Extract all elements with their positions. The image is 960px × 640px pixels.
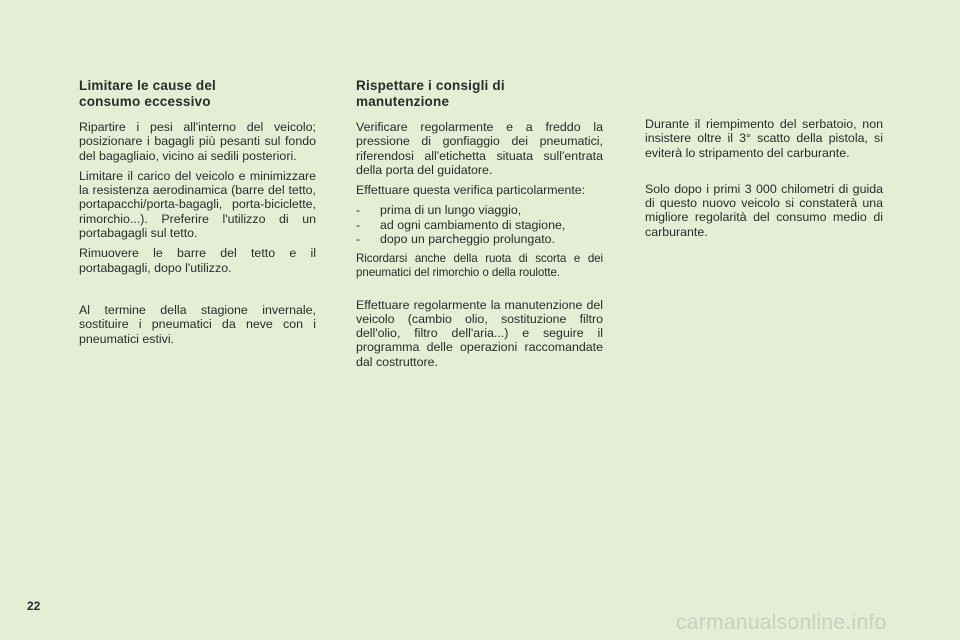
column-right	[645, 117, 883, 245]
paragraph: Effettuare regolarmente la manutenzione del veicolo (cambio olio, sostituzione filtro dell'olio, filtro dell'aria...) e seguire il programma delle operazioni raccomandate dal costruttore.	[356, 297, 603, 369]
paragraph: Effettuare questa verifica particolarmente:	[356, 183, 586, 198]
paragraph: Solo dopo i primi 3 000 chilometri di guida di questo nuovo veicolo si constaterà una migliore regolarità del consumo medio di carburante.	[645, 181, 883, 239]
list-item-text: prima di un lungo viaggio,	[380, 203, 522, 218]
paragraph: Verificare regolarmente e a freddo la pressione di gonfiaggio dei pneumatici, riferendosi all'etichetta situata sull'entrata della porta del guidatore.	[356, 120, 603, 177]
paragraph: Limitare il carico del veicolo e minimizzare la resistenza aerodinamica (barre del tetto, portapacchi/porta-bagagli, porta-biciclette, rimorchio...). Preferire l'utilizzo di un portabagagli sul tetto.	[79, 168, 316, 241]
paragraph: Durante il riempimento del serbatoio, non insistere oltre il 3° scatto della pistola, si eviterà lo stripamento del carburante.	[645, 117, 883, 160]
list-item-text: dopo un parcheggio prolungato.	[380, 232, 555, 247]
dash-bullet: -	[356, 203, 361, 218]
watermark: carmanualsonline.info	[676, 611, 887, 634]
column-left	[79, 78, 316, 352]
page-number: 22	[27, 599, 41, 613]
paragraph: Ripartire i pesi all'interno del veicolo; posizionare i bagagli più pesanti sul fondo del bagagliaio, vicino ai sedili posteriori.	[79, 120, 316, 163]
paragraph: Rimuovere le barre del tetto e il portabagagli, dopo l'utilizzo.	[79, 246, 316, 275]
list-item	[356, 232, 603, 246]
bullet-list	[356, 203, 603, 246]
list-item	[356, 203, 603, 217]
dash-bullet: -	[356, 232, 361, 247]
column-middle	[356, 78, 603, 375]
heading-line: consumo eccessivo	[79, 94, 211, 109]
heading-line: manutenzione	[356, 94, 450, 109]
heading-line: Limitare le cause del	[79, 78, 217, 93]
paragraph: Al termine della stagione invernale, sostituire i pneumatici da neve con i pneumatici estivi.	[79, 302, 316, 346]
dash-bullet: -	[356, 217, 361, 232]
paragraph: Ricordarsi anche della ruota di scorta e dei pneumatici del rimorchio o della roulotte.	[356, 252, 603, 279]
list-item	[356, 218, 603, 232]
section-heading-maintenance	[356, 78, 603, 110]
heading-line: Rispettare i consigli di	[356, 78, 505, 93]
section-heading-consumption	[79, 78, 316, 110]
list-item-text: ad ogni cambiamento di stagione,	[380, 217, 566, 232]
